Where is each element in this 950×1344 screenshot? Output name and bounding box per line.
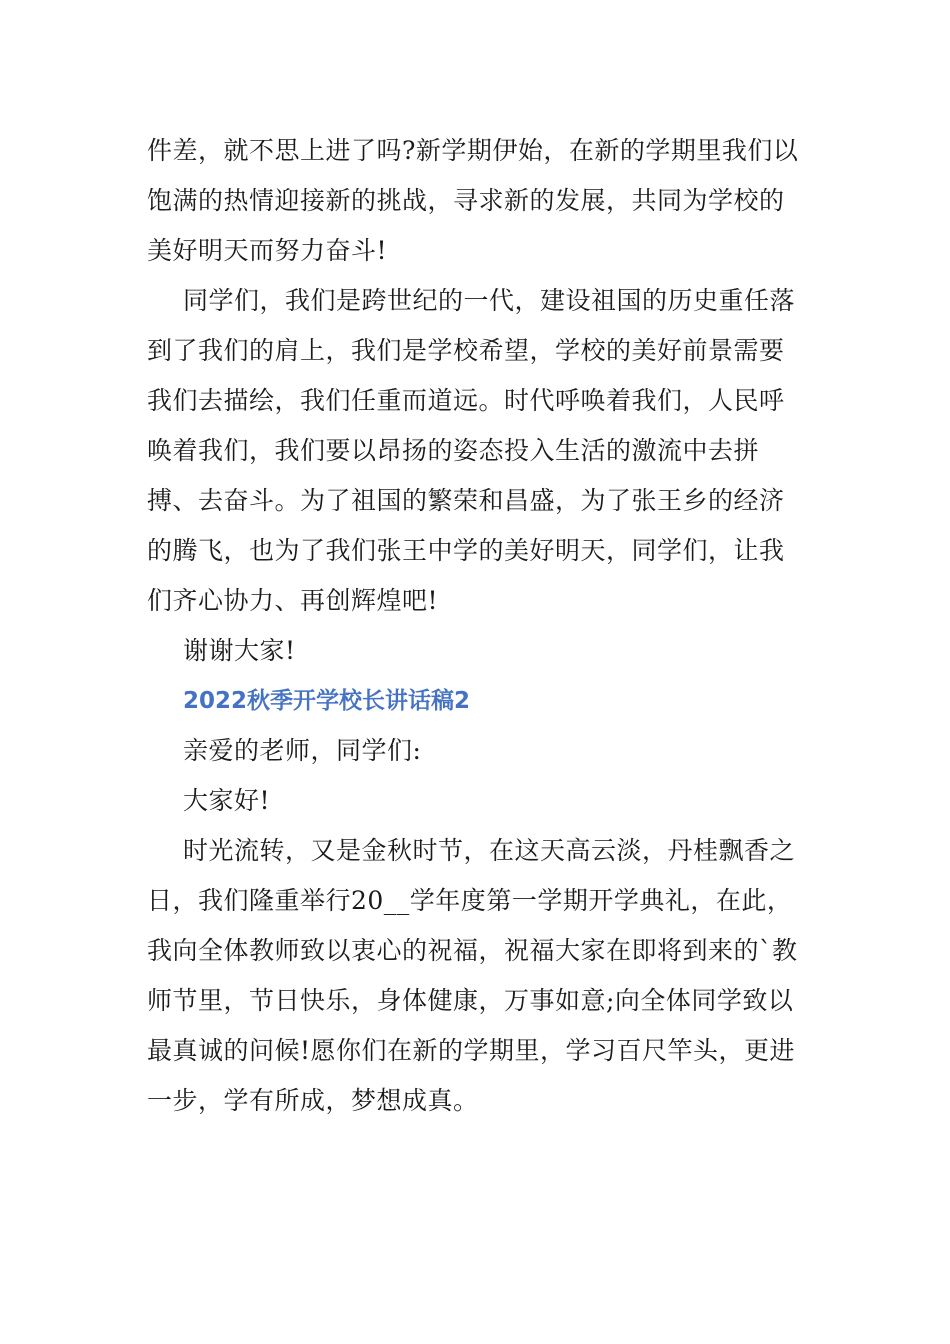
section-heading: 2022秋季开学校长讲话稿2 (183, 688, 471, 714)
paragraph-salutation: 亲爱的老师，同学们: (183, 736, 422, 765)
paragraph-thanks: 谢谢大家! (183, 636, 296, 665)
paragraph-continuation: 件差，就不思上进了吗?新学期伊始，在新的学期里我们以饱满的热情迎接新的挑战，寻求新的发展，共同为学校的美好明天而努力奋斗! (147, 136, 799, 265)
paragraph-opening: 时光流转，又是金秋时节，在这天高云淡，丹桂飘香之日，我们隆重举行20__学年度第一学期开学典礼，在此，我向全体教师致以衷心的祝福，祝福大家在即将到来的`教师节里，节日快乐，身体健康，万事如意;向全体同学致以最真诚的问候!愿你们在新的学期里，学习百尺竿头，更进一步，学有所成，梦想成真。 (147, 836, 798, 1115)
document-body (147, 126, 807, 1126)
paragraph-classmates: 同学们，我们是跨世纪的一代，建设祖国的历史重任落到了我们的肩上，我们是学校希望，学校的美好前景需要我们去描绘，我们任重而道远。时代呼唤着我们，人民呼唤着我们，我们要以昂扬的姿态投入生活的激流中去拼搏、去奋斗。为了祖国的繁荣和昌盛，为了张王乡的经济的腾飞，也为了我们张王中学的美好明天，同学们，让我们齐心协力、再创辉煌吧! (147, 286, 796, 615)
paragraph-greeting: 大家好! (183, 786, 271, 815)
